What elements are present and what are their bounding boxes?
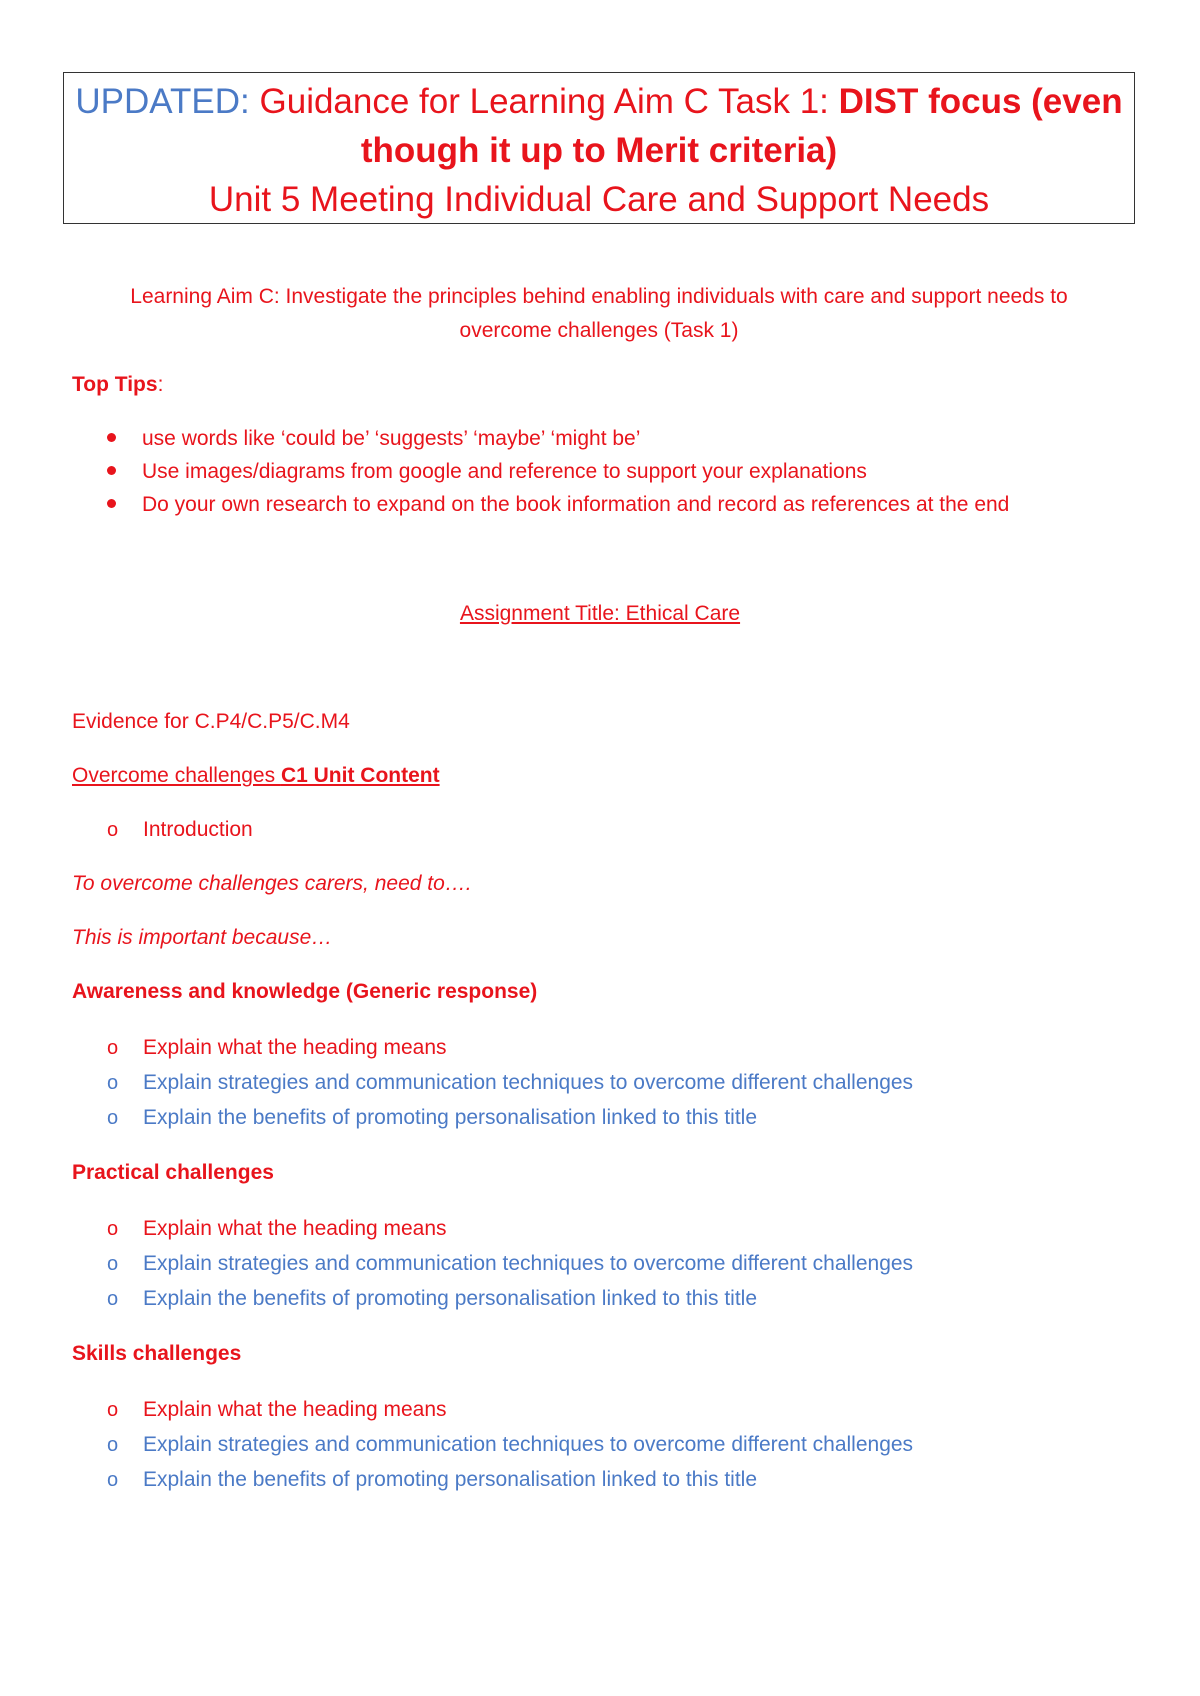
title-line-3: Unit 5 Meeting Individual Care and Support Needs [208,180,990,219]
learning-aim-line-1: Learning Aim C: Investigate the principles behind enabling individuals with care and support needs to [130,285,1068,308]
top-tips-heading-text: Top Tips [72,373,158,396]
tip-item-text: use words like ‘could be’ ‘suggests’ ‘maybe’ ‘might be’ [142,427,641,450]
title-dist-focus: DIST focus (even [838,82,1123,121]
circle-bullet-icon: o [107,1399,119,1421]
introduction-text: Introduction [143,818,253,841]
section-item [107,1215,447,1243]
circle-bullet-icon: o [107,1107,119,1129]
section-item-text: Explain strategies and communication techniques to overcome different challenges [143,1071,914,1094]
tip-item-text: Do your own research to expand on the book information and record as references at the end [142,493,1010,516]
section-heading: Skills challenges [72,1342,242,1365]
section-item [107,1104,757,1132]
section-item-text: Explain strategies and communication techniques to overcome different challenges [143,1433,914,1456]
learning-aim-line-2: overcome challenges (Task 1) [459,319,739,342]
section-item-text: Explain what the heading means [143,1217,447,1240]
circle-bullet-icon: o [107,1469,119,1491]
section-item-text: Explain what the heading means [143,1398,447,1421]
tip-item [107,458,867,486]
section-item [107,1069,913,1097]
section-item [107,1285,757,1313]
section-item [107,1396,447,1424]
circle-bullet-icon: o [107,1218,119,1240]
prompt-important: This is important because… [72,926,333,949]
tip-item [107,425,640,453]
bullet-dot-icon [107,433,116,442]
assignment-title: Assignment Title: Ethical Care [459,602,741,625]
circle-bullet-icon: o [107,1253,119,1275]
section-item [107,1034,447,1062]
section-item-text: Explain what the heading means [143,1036,447,1059]
circle-bullet-icon: o [107,1434,119,1456]
circle-bullet-icon: o [107,819,119,841]
section-item-text: Explain strategies and communication techniques to overcome different challenges [143,1252,914,1275]
top-tips-colon: : [157,373,164,396]
overcome-challenges-line [72,762,440,790]
section-heading: Practical challenges [72,1161,274,1184]
title-line-2: though it up to Merit criteria) [360,131,838,170]
overcome-bold: C1 Unit Content [280,764,440,787]
title-guidance: Guidance for Learning Aim C Task 1: [249,82,839,121]
circle-bullet-icon: o [107,1288,119,1310]
overcome-text: Overcome challenges [72,764,281,787]
section-heading: Awareness and knowledge (Generic response) [72,980,538,1003]
circle-bullet-icon: o [107,1037,119,1059]
tip-item [107,491,1009,519]
title-updated: UPDATED: [75,82,250,121]
circle-bullet-icon: o [107,1072,119,1094]
evidence-line: Evidence for C.P4/C.P5/C.M4 [72,710,350,733]
tip-item-text: Use images/diagrams from google and reference to support your explanations [142,460,867,483]
section-item [107,1431,913,1459]
section-item-text: Explain the benefits of promoting personalisation linked to this title [143,1287,758,1310]
title-box [63,72,1135,224]
section-item-text: Explain the benefits of promoting personalisation linked to this title [143,1106,758,1129]
prompt-overcome: To overcome challenges carers, need to…. [72,872,472,895]
title-line-1 [64,77,1134,126]
bullet-dot-icon [107,466,116,475]
section-item [107,1250,913,1278]
introduction-item [107,816,253,844]
top-tips-heading [72,371,163,399]
learning-aim [63,280,1135,348]
section-item [107,1466,757,1494]
section-item-text: Explain the benefits of promoting personalisation linked to this title [143,1468,758,1491]
bullet-dot-icon [107,499,116,508]
